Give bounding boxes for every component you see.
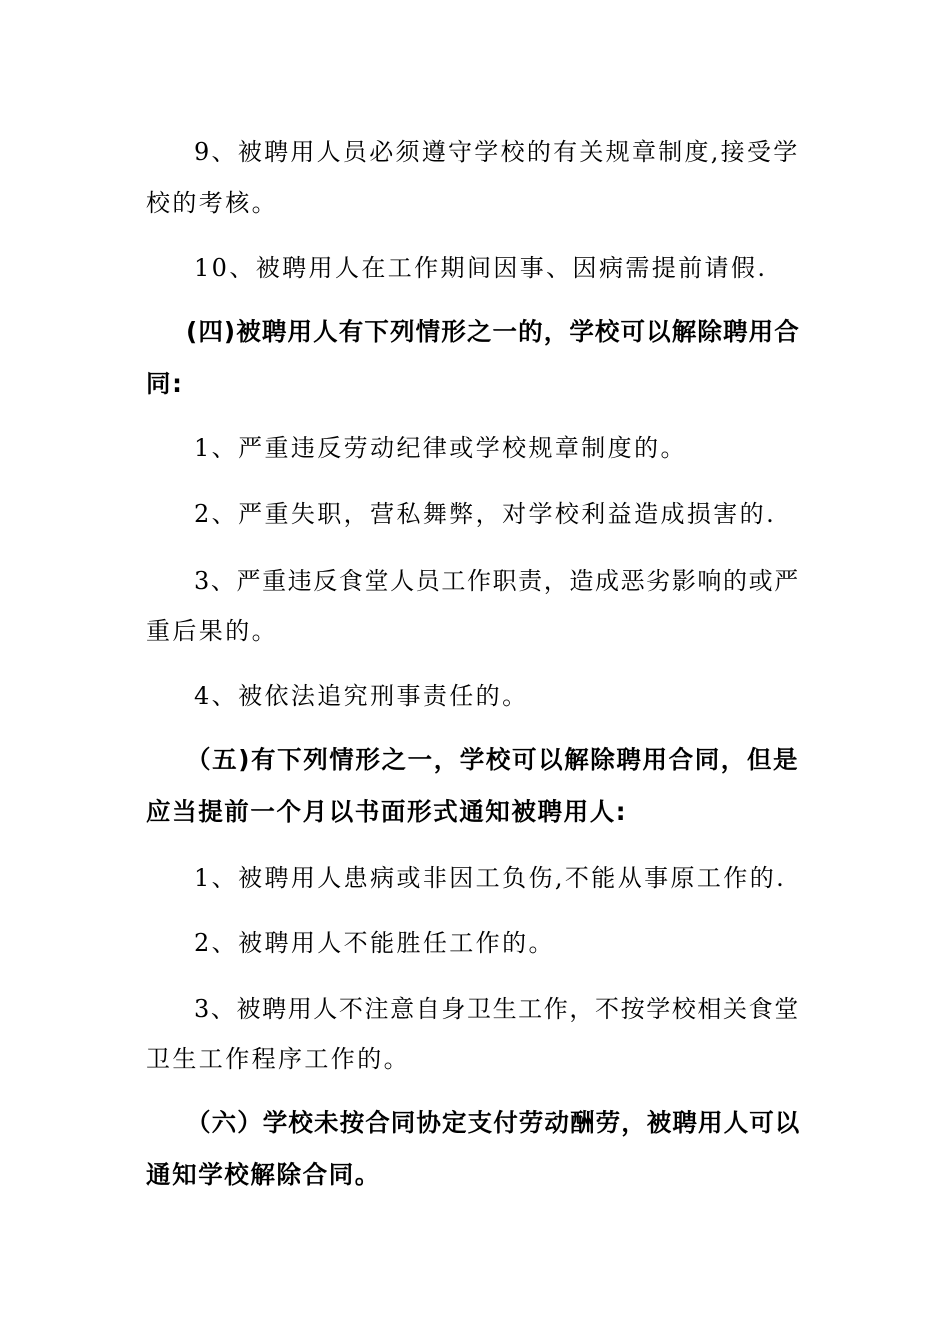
section-5-item-2: 2、被聘用人不能胜任工作的。 xyxy=(194,929,555,957)
section-4-item-1: 1、严重违反劳动纪律或学校规章制度的。 xyxy=(194,434,687,462)
section-4-item-2: 2、严重失职，营私舞弊，对学校利益造成损害的. xyxy=(194,500,777,528)
section-4-item-4: 4、被依法追究刑事责任的。 xyxy=(194,682,529,710)
item-9-line-1: 9、被聘用人员必须遵守学校的有关规章制度,接受学 xyxy=(194,138,800,166)
section-5-heading-line-2: 应当提前一个月以书面形式通知被聘用人: xyxy=(146,797,628,826)
section-4-item-3-line-2: 重后果的。 xyxy=(146,617,278,645)
section-4-heading-line-2: 同: xyxy=(146,369,184,398)
section-5-item-3-line-2: 卫生工作程序工作的。 xyxy=(146,1045,410,1073)
section-4-item-3-line-1: 3、严重违反食堂人员工作职责，造成恶劣影响的或严 xyxy=(194,567,800,595)
section-5-item-3-line-1: 3、被聘用人不注意自身卫生工作，不按学校相关食堂 xyxy=(194,995,800,1023)
section-5-heading-line-1: （五)有下列情形之一，学校可以解除聘用合同，但是 xyxy=(186,745,800,774)
section-5-item-1: 1、被聘用人患病或非因工负伤,不能从事原工作的. xyxy=(194,864,787,892)
item-9-line-2: 校的考核。 xyxy=(146,189,278,217)
item-10: 10、被聘用人在工作期间因事、因病需提前请假. xyxy=(194,254,768,282)
section-6-line-1: （六）学校未按合同协定支付劳动酬劳，被聘用人可以 xyxy=(186,1108,801,1137)
section-6-line-2: 通知学校解除合同。 xyxy=(146,1160,381,1189)
section-4-heading-line-1: (四)被聘用人有下列情形之一的，学校可以解除聘用合 xyxy=(186,317,800,346)
